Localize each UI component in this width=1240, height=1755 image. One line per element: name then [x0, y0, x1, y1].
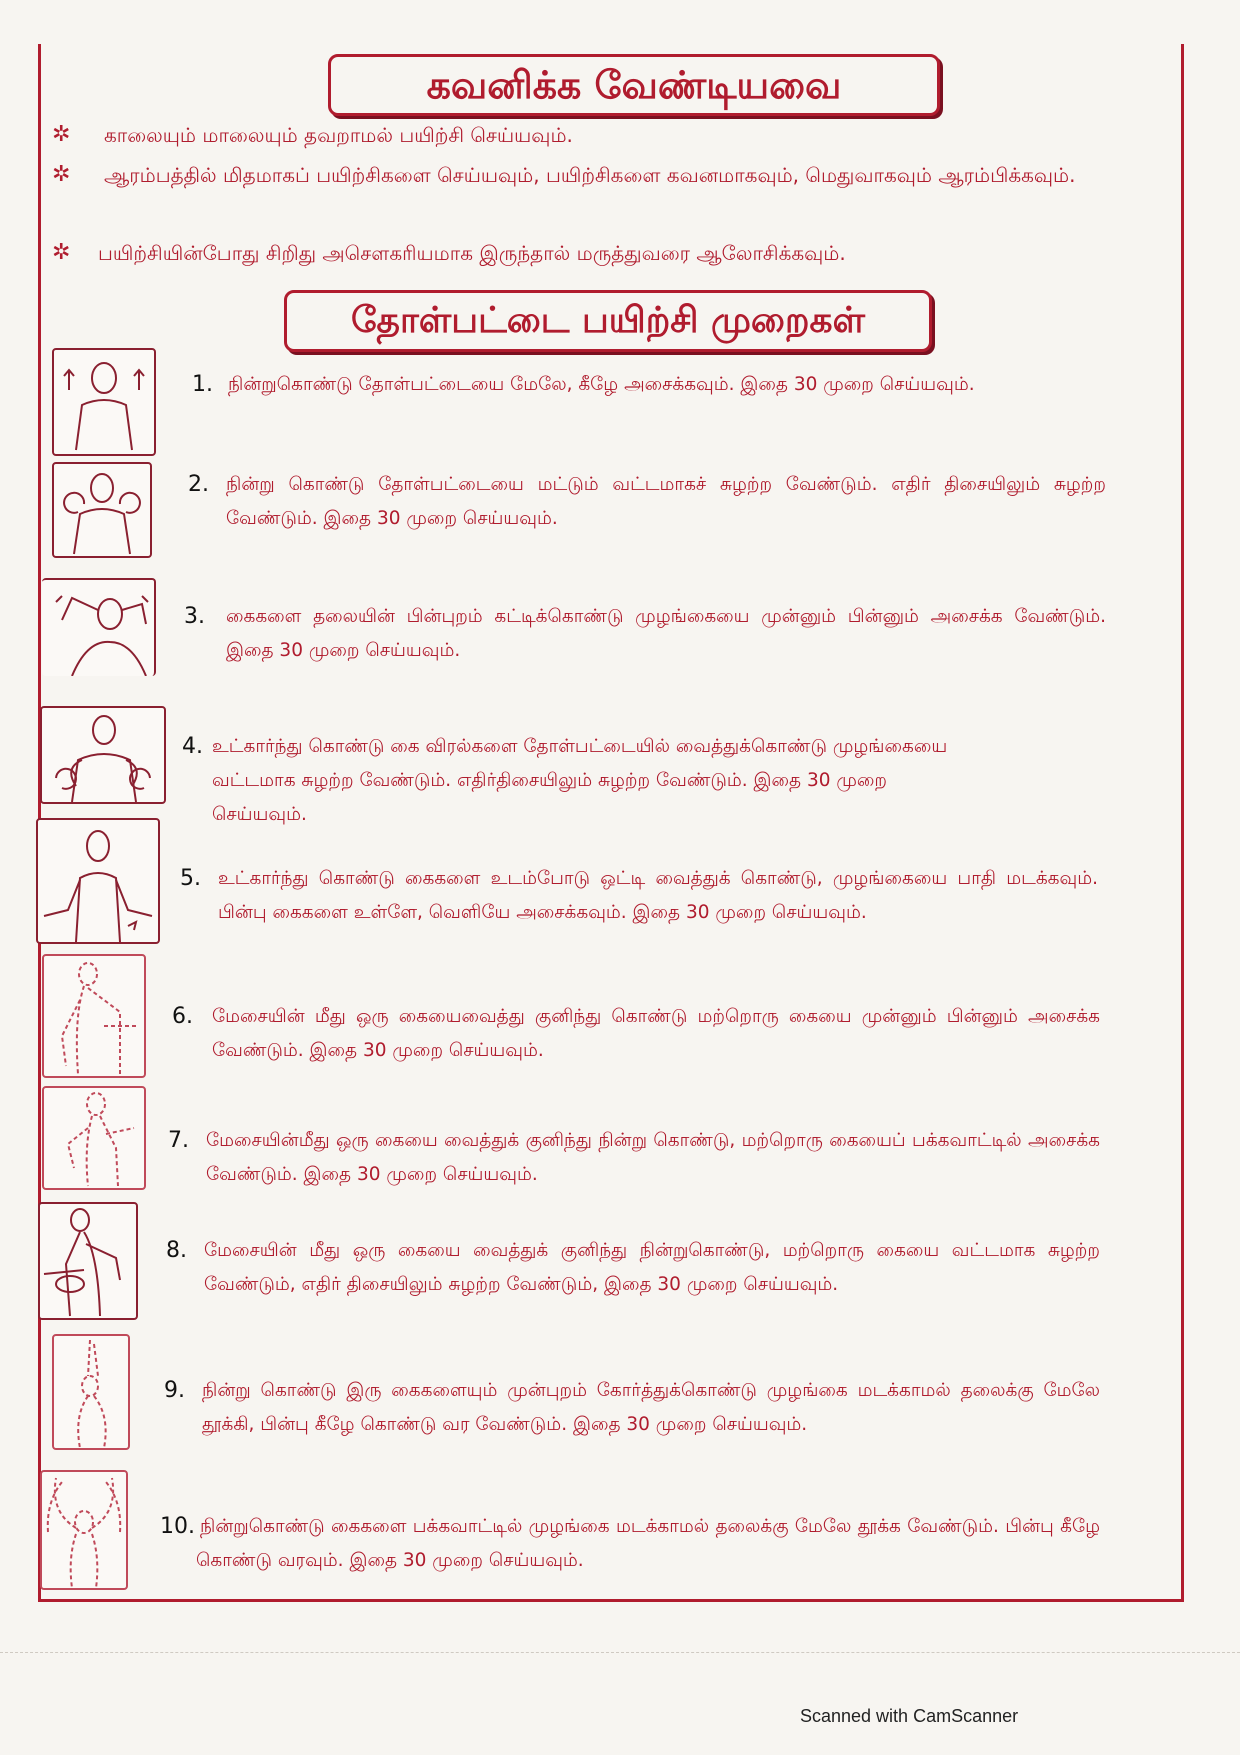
exercise-9-illustration	[52, 1334, 130, 1450]
asterisk-icon: ✲	[52, 122, 71, 147]
page-bottom-edge	[0, 1652, 1240, 1653]
exercise-1-illustration	[52, 348, 156, 456]
exercise-number: 9.	[164, 1378, 185, 1403]
exercise-text: உட்கார்ந்து கொண்டு கை விரல்களை தோள்பட்டையில் வைத்துக்கொண்டு முழங்கையை வட்டமாக சுழற்ற வேண்டும். எதிர்திசையிலும் சுழற்ற வேண்டும். இதை 30 முறை செய்யவும்.	[212, 736, 948, 825]
exercise-number: 5.	[180, 866, 201, 891]
exercises-heading: தோள்பட்டை பயிற்சி முறைகள்	[284, 290, 932, 352]
exercise-number: 7.	[168, 1128, 189, 1153]
exercise-text: நின்றுகொண்டு தோள்பட்டையை மேலே, கீழே அசைக்கவும். இதை 30 முறை செய்யவும்.	[228, 374, 975, 395]
exercise-number: 6.	[172, 1004, 193, 1029]
scanner-watermark: Scanned with CamScanner	[800, 1706, 1019, 1726]
exercise-3-illustration	[42, 578, 156, 676]
asterisk-icon: ✲	[52, 240, 71, 265]
exercise-text: மேசையின் மீது ஒரு கையைவைத்து குனிந்து கொண்டு மற்றொரு கையை முன்னும் பின்னும் அசைக்க வேண்டும். இதை 30 முறை செய்யவும்.	[212, 1006, 1100, 1061]
exercise-number: 10.	[160, 1514, 195, 1539]
notes-heading: கவனிக்க வேண்டியவை	[328, 54, 940, 116]
exercise-10-illustration	[40, 1470, 128, 1590]
exercise-text: மேசையின் மீது ஒரு கையை வைத்துக் குனிந்து நின்றுகொண்டு, மற்றொரு கையை வட்டமாக சுழற்ற வேண்டும், எதிர் திசையிலும் சுழற்ற வேண்டும், இதை 30 முறை செய்யவும்.	[204, 1240, 1100, 1295]
exercise-8-illustration	[38, 1202, 138, 1320]
exercise-number: 8.	[166, 1238, 187, 1263]
exercise-number: 4.	[182, 734, 203, 759]
exercise-number: 1.	[192, 372, 213, 397]
exercise-7-illustration	[42, 1086, 146, 1190]
exercise-number: 2.	[188, 472, 209, 497]
exercise-text: நின்று கொண்டு இரு கைகளையும் முன்புறம் கோர்த்துக்கொண்டு முழங்கை மடக்காமல் தலைக்கு மேலே தூக்கி, பின்பு கீழே கொண்டு வர வேண்டும். இதை 30 முறை செய்யவும்.	[202, 1380, 1100, 1435]
note-text: காலையும் மாலையும் தவறாமல் பயிற்சி செய்யவும்.	[104, 123, 573, 147]
note-text: ஆரம்பத்தில் மிதமாகப் பயிற்சிகளை செய்யவும், பயிற்சிகளை கவனமாகவும், மெதுவாகவும் ஆரம்பிக்கவும்.	[104, 163, 1076, 187]
note-text: பயிற்சியின்போது சிறிது அசௌகரியமாக இருந்தால் மருத்துவரை ஆலோசிக்கவும்.	[98, 241, 846, 265]
exercise-text: நின்று கொண்டு தோள்பட்டையை மட்டும் வட்டமாகச் சுழற்ற வேண்டும். எதிர் திசையிலும் சுழற்ற வேண்டும். இதை 30 முறை செய்யவும்.	[226, 474, 1106, 529]
exercise-2-illustration	[52, 462, 152, 558]
exercise-4-illustration	[40, 706, 166, 804]
exercise-5-illustration	[36, 818, 160, 944]
exercise-text: நின்றுகொண்டு கைகளை பக்கவாட்டில் முழங்கை மடக்காமல் தலைக்கு மேலே தூக்க வேண்டும். பின்பு கீழே கொண்டு வரவும். இதை 30 முறை செய்யவும்.	[196, 1516, 1100, 1571]
exercise-6-illustration	[42, 954, 146, 1078]
exercise-text: உட்கார்ந்து கொண்டு கைகளை உடம்போடு ஒட்டி வைத்துக் கொண்டு, முழங்கையை பாதி மடக்கவும். பின்பு கைகளை உள்ளே, வெளியே அசைக்கவும். இதை 30 முறை செய்யவும்.	[218, 868, 1098, 923]
exercise-number: 3.	[184, 604, 205, 629]
exercise-text: கைகளை தலையின் பின்புறம் கட்டிக்கொண்டு முழங்கையை முன்னும் பின்னும் அசைக்க வேண்டும். இதை 30 முறை செய்யவும்.	[226, 606, 1106, 661]
exercise-text: மேசையின்மீது ஒரு கையை வைத்துக் குனிந்து நின்று கொண்டு, மற்றொரு கையைப் பக்கவாட்டில் அசைக்க வேண்டும். இதை 30 முறை செய்யவும்.	[206, 1130, 1100, 1185]
asterisk-icon: ✲	[52, 162, 71, 187]
